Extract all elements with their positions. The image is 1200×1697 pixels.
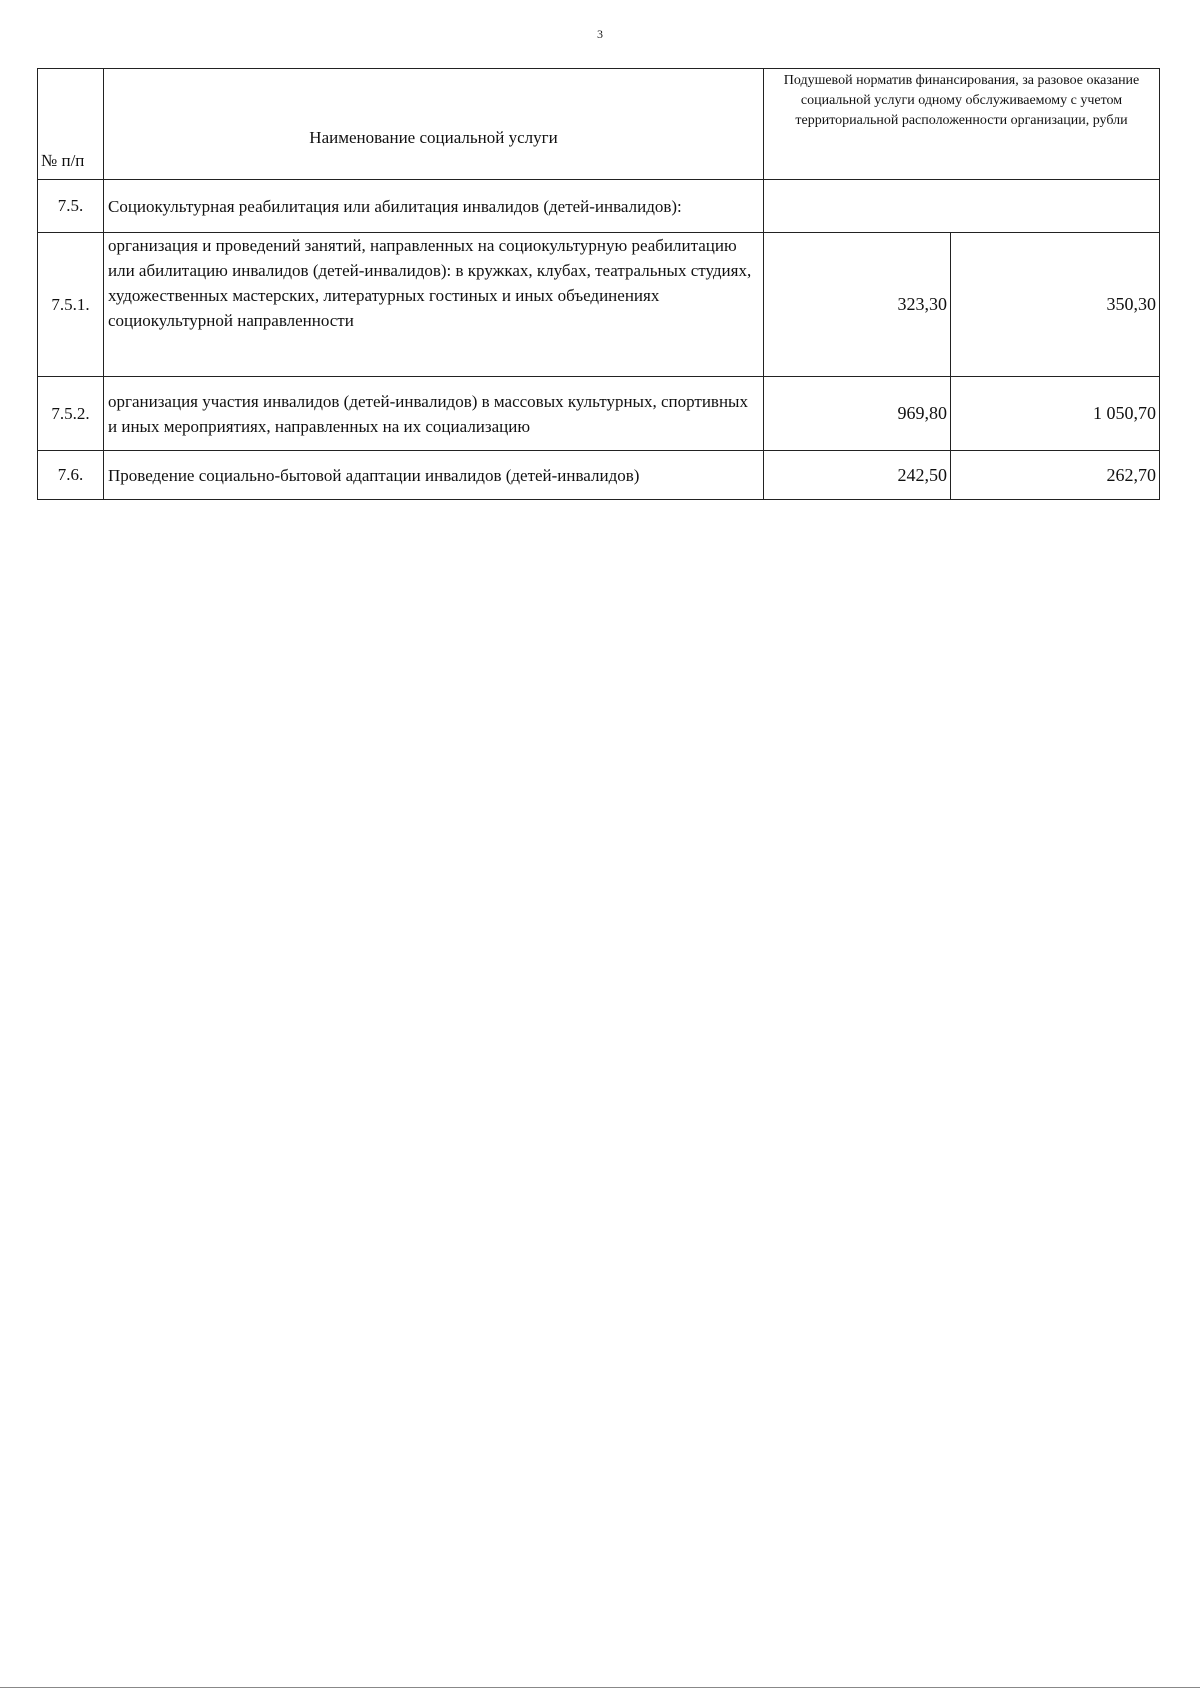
- page-bottom-line: [0, 1687, 1200, 1688]
- table-row: [38, 233, 1160, 377]
- row-service-name: Социокультурная реабилитация или абилитация инвалидов (детей-инвалидов):: [104, 180, 764, 233]
- row-number: 7.6.: [38, 451, 104, 500]
- row-value-2: 262,70: [951, 451, 1160, 500]
- row-number: 7.5.1.: [38, 233, 104, 377]
- row-number: 7.5.: [38, 180, 104, 233]
- row-value-1: 323,30: [764, 233, 951, 377]
- row-service-name: организация участия инвалидов (детей-инвалидов) в массовых культурных, спортивных и иных мероприятиях, направленных на их социализацию: [104, 377, 764, 451]
- header-funding-rate: Подушевой норматив финансирования, за разовое оказание социальной услуги одному обслуживаемому с учетом территориальной расположенности организации, рубли: [764, 69, 1160, 180]
- funding-norm-table: [37, 68, 1160, 500]
- row-value-1: 969,80: [764, 377, 951, 451]
- row-number: 7.5.2.: [38, 377, 104, 451]
- table-row: [38, 377, 1160, 451]
- table-row: [38, 451, 1160, 500]
- header-number: № п/п: [38, 69, 104, 180]
- page-number: 3: [597, 27, 603, 41]
- row-value-2: 350,30: [951, 233, 1160, 377]
- table-row: [38, 180, 1160, 233]
- row-service-name: организация и проведений занятий, направленных на социокультурную реабилитацию или абилитацию инвалидов (детей-инвалидов): в кружках, клубах, театральных студиях, художественных мастерских, литературных гостиных и иных объединениях социокультурной направленности: [104, 233, 764, 377]
- row-value-empty: [764, 180, 1160, 233]
- table-header-row: [38, 69, 1160, 180]
- row-value-2: 1 050,70: [951, 377, 1160, 451]
- row-value-1: 242,50: [764, 451, 951, 500]
- row-service-name: Проведение социально-бытовой адаптации инвалидов (детей-инвалидов): [104, 451, 764, 500]
- header-service-name: Наименование социальной услуги: [104, 69, 764, 180]
